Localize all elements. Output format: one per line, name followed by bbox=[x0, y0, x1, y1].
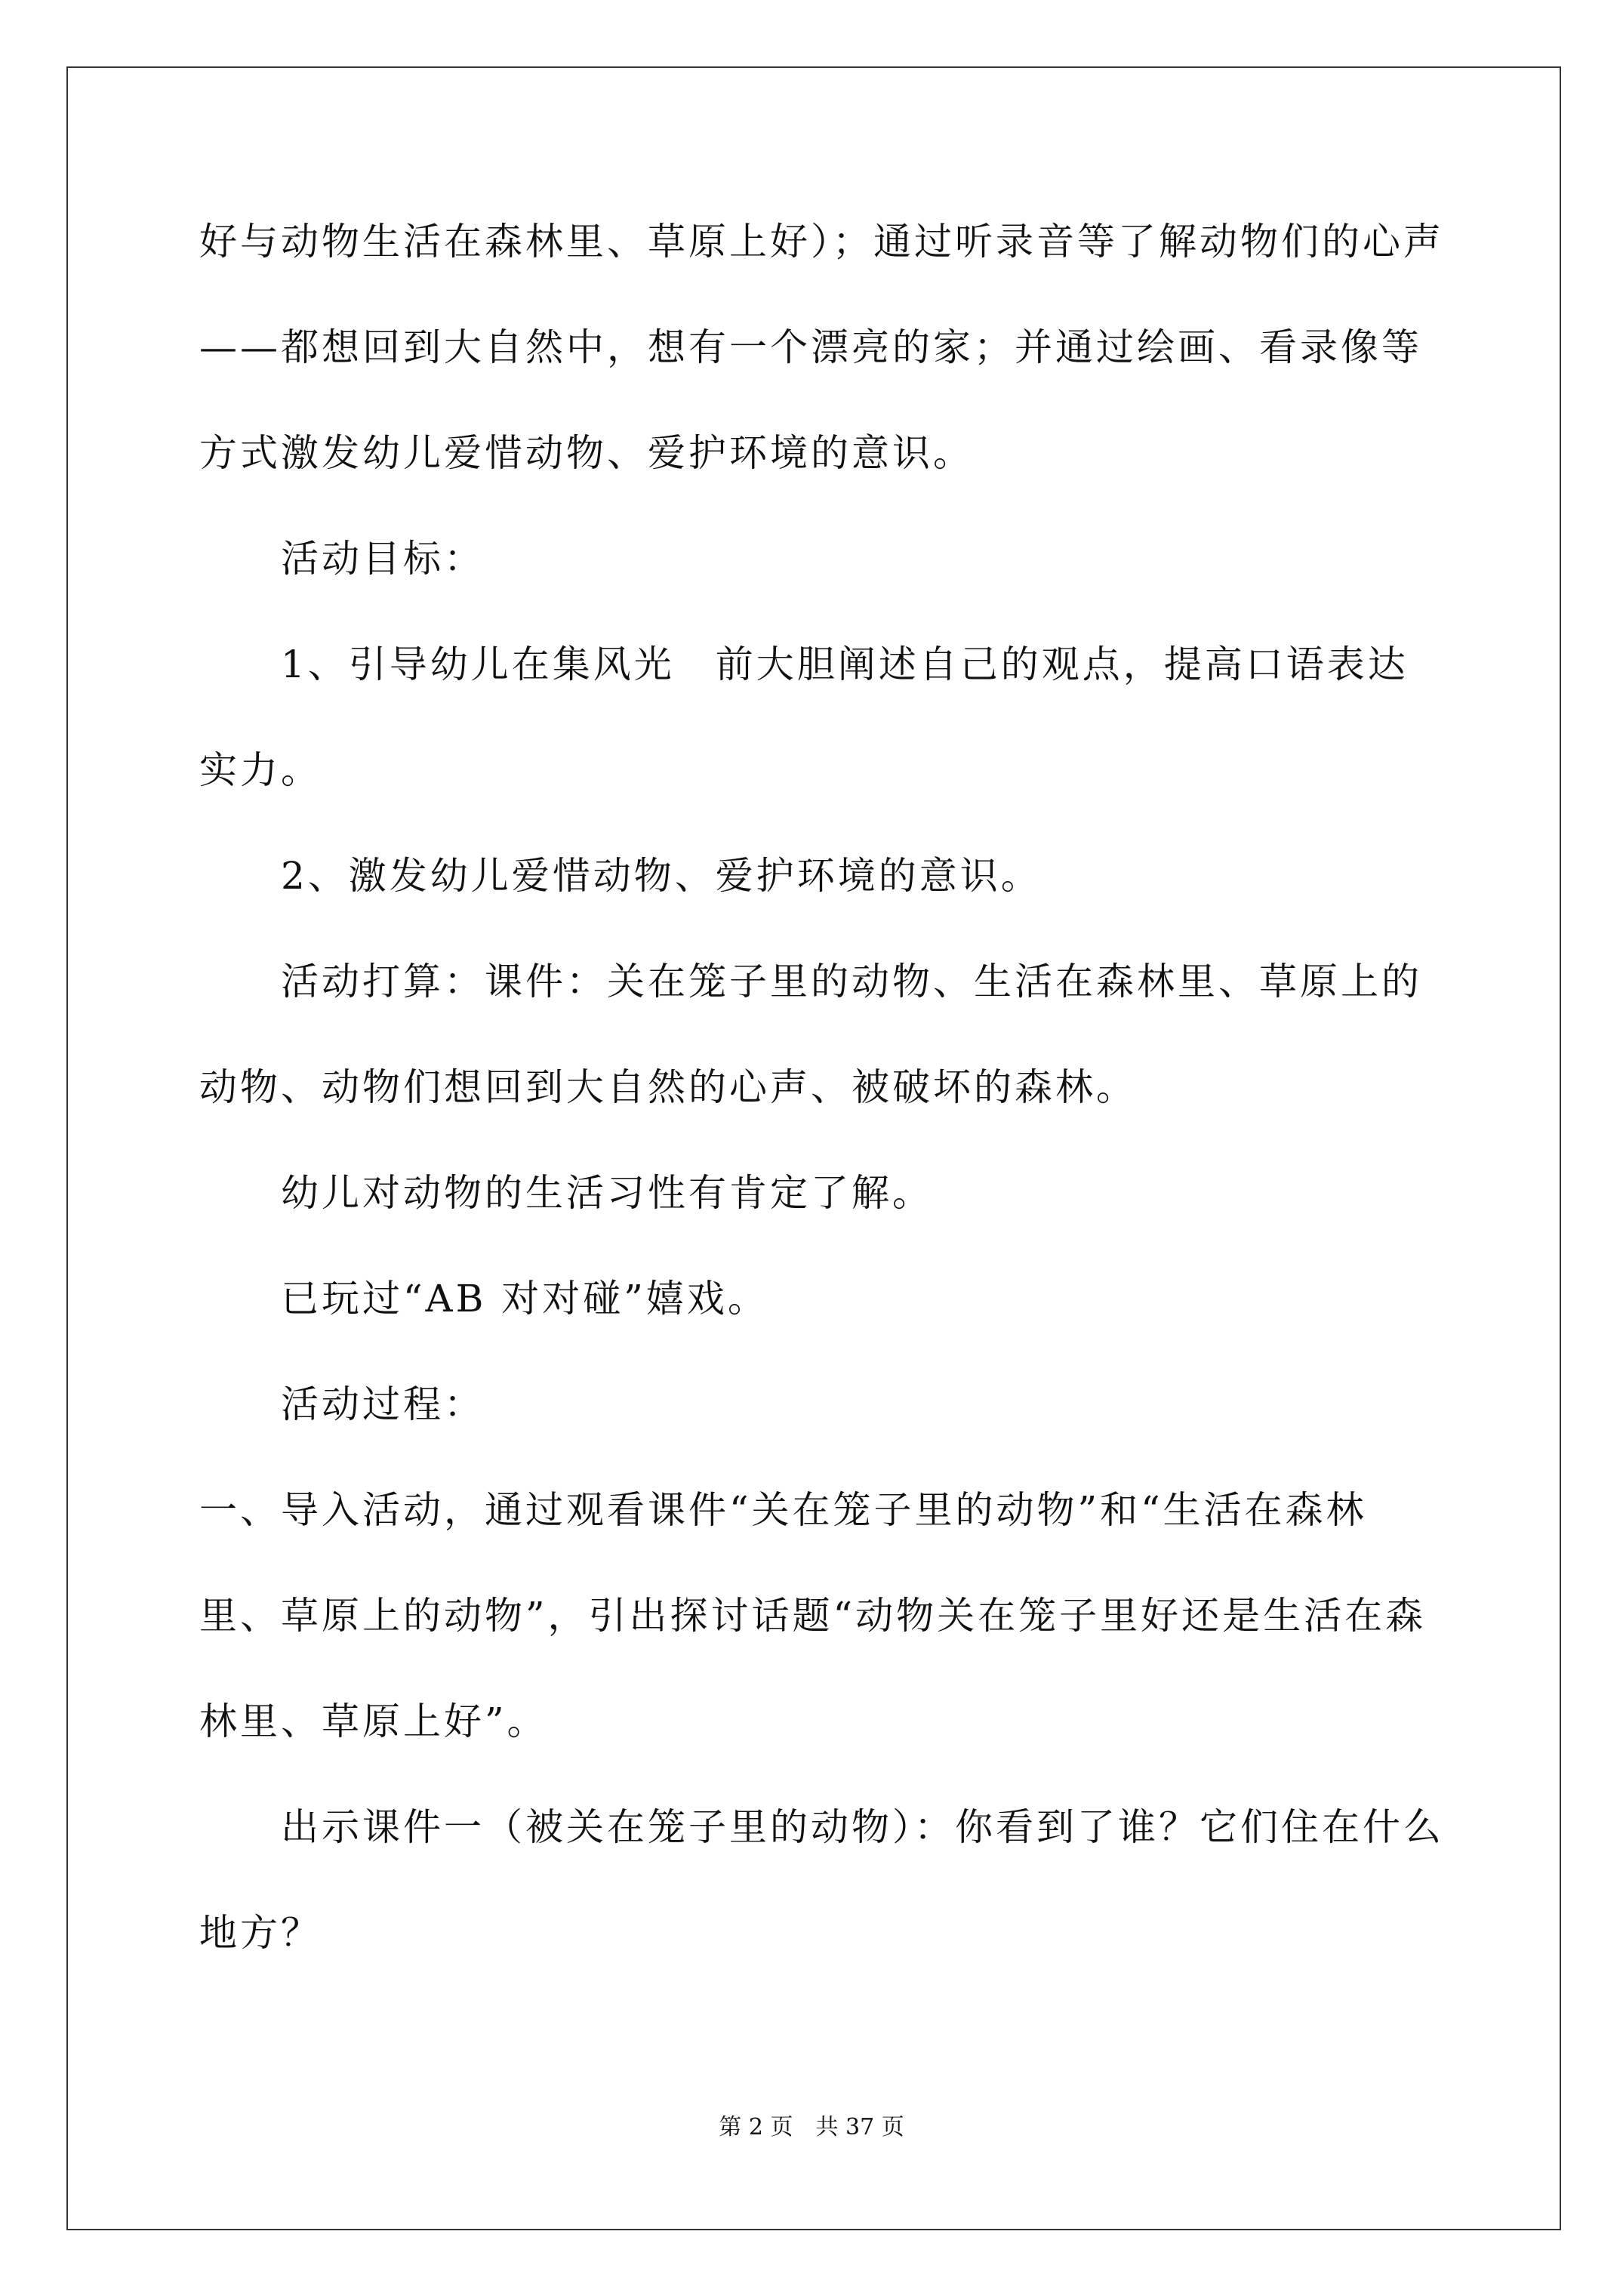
text-line: 实力。 bbox=[199, 748, 322, 792]
text-line: 活动打算：课件：关在笼子里的动物、生活在森林里、草原上的 bbox=[281, 960, 1422, 1003]
text-line: 1、引导幼儿在集风光 前大胆阐述自己的观点，提高口语表达 bbox=[281, 643, 1409, 686]
text-line: 一、导入活动，通过观看课件“关在笼子里的动物”和“生活在森林 bbox=[199, 1488, 1367, 1532]
text-line: ——都想回到大自然中，想有一个漂亮的家；并通过绘画、看录像等 bbox=[199, 325, 1422, 369]
section-heading: 活动过程： bbox=[281, 1382, 485, 1426]
text-line: 好与动物生活在森林里、草原上好）；通过听录音等了解动物们的心声 bbox=[199, 220, 1444, 264]
section-heading: 活动目标： bbox=[281, 537, 485, 581]
text-line: 已玩过“AB 对对碰”嬉戏。 bbox=[281, 1277, 768, 1321]
text-line: 地方？ bbox=[199, 1911, 322, 1955]
text-line: 幼儿对动物的生活习性有肯定了解。 bbox=[281, 1171, 933, 1215]
text-line: 2、激发幼儿爱惜动物、爱护环境的意识。 bbox=[281, 854, 1042, 898]
page-number: 第 2 页 共 37 页 bbox=[719, 2114, 904, 2140]
text-line: 出示课件一（被关在笼子里的动物）：你看到了谁？它们住在什么 bbox=[281, 1805, 1444, 1849]
text-line: 里、草原上的动物”，引出探讨话题“动物关在笼子里好还是生活在森 bbox=[199, 1594, 1427, 1638]
page-border bbox=[66, 66, 1561, 2230]
text-line: 方式激发幼儿爱惜动物、爱护环境的意识。 bbox=[199, 431, 974, 475]
text-line: 林里、草原上好”。 bbox=[199, 1700, 548, 1743]
text-line: 动物、动物们想回到大自然的心声、被破坏的森林。 bbox=[199, 1065, 1137, 1109]
